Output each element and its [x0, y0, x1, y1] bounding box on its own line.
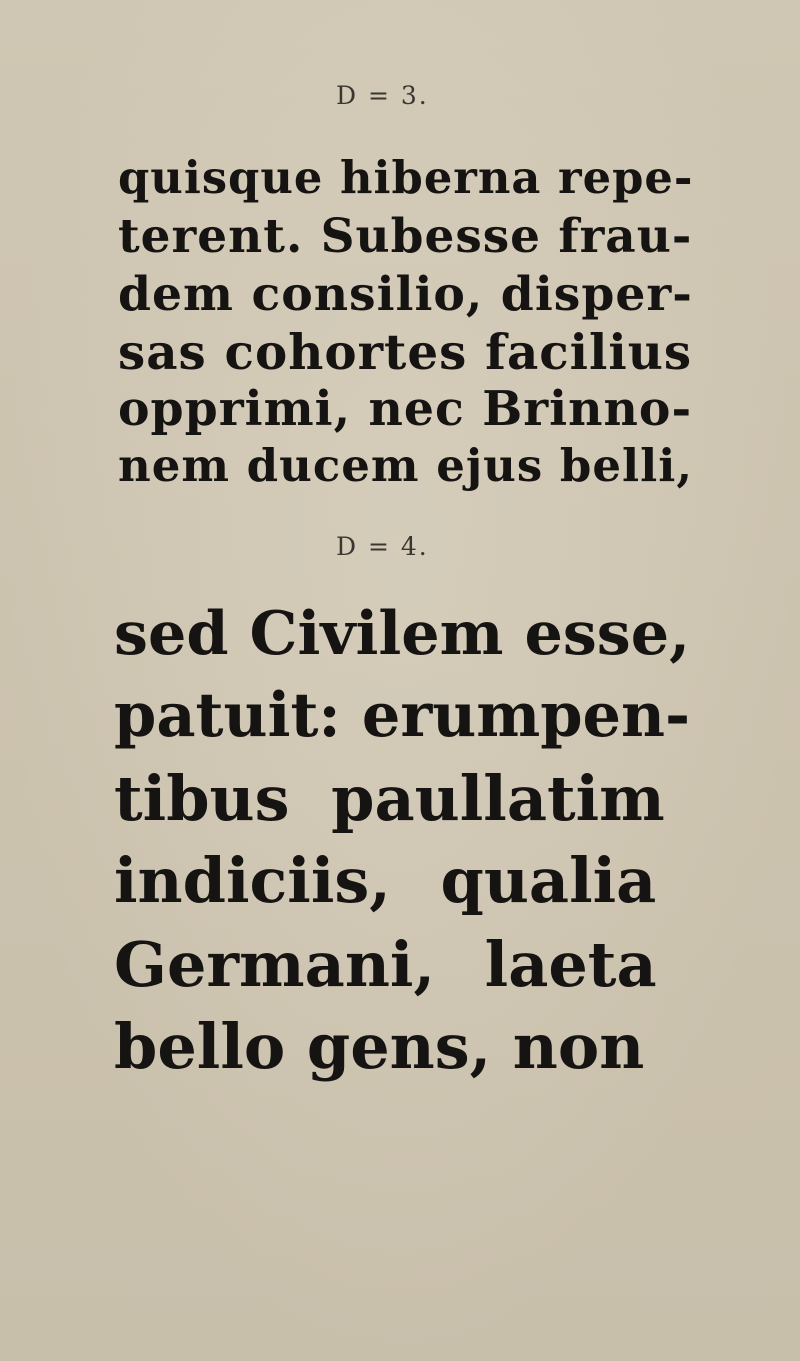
- text-line: patuit: erumpen-: [114, 680, 691, 751]
- text-line: terent. Subesse frau-: [118, 209, 693, 264]
- text-line: sed Civilem esse,: [114, 598, 691, 669]
- section-marker-2: D = 4.: [336, 532, 429, 561]
- text-line: opprimi, nec Brinno-: [118, 382, 693, 437]
- text-line: nem ducem ejus belli,: [118, 439, 693, 492]
- text-line: bello gens, non: [114, 1010, 645, 1083]
- text-line: Germani, laeta: [114, 928, 657, 1001]
- section-marker-1: D = 3.: [336, 81, 429, 110]
- text-line: quisque hiberna repe-: [118, 151, 694, 204]
- text-line: dem consilio, disper-: [118, 267, 693, 322]
- text-line: tibus paullatim: [114, 762, 665, 835]
- text-line: sas cohortes facilius: [118, 325, 693, 381]
- text-line: indiciis, qualia: [114, 844, 657, 917]
